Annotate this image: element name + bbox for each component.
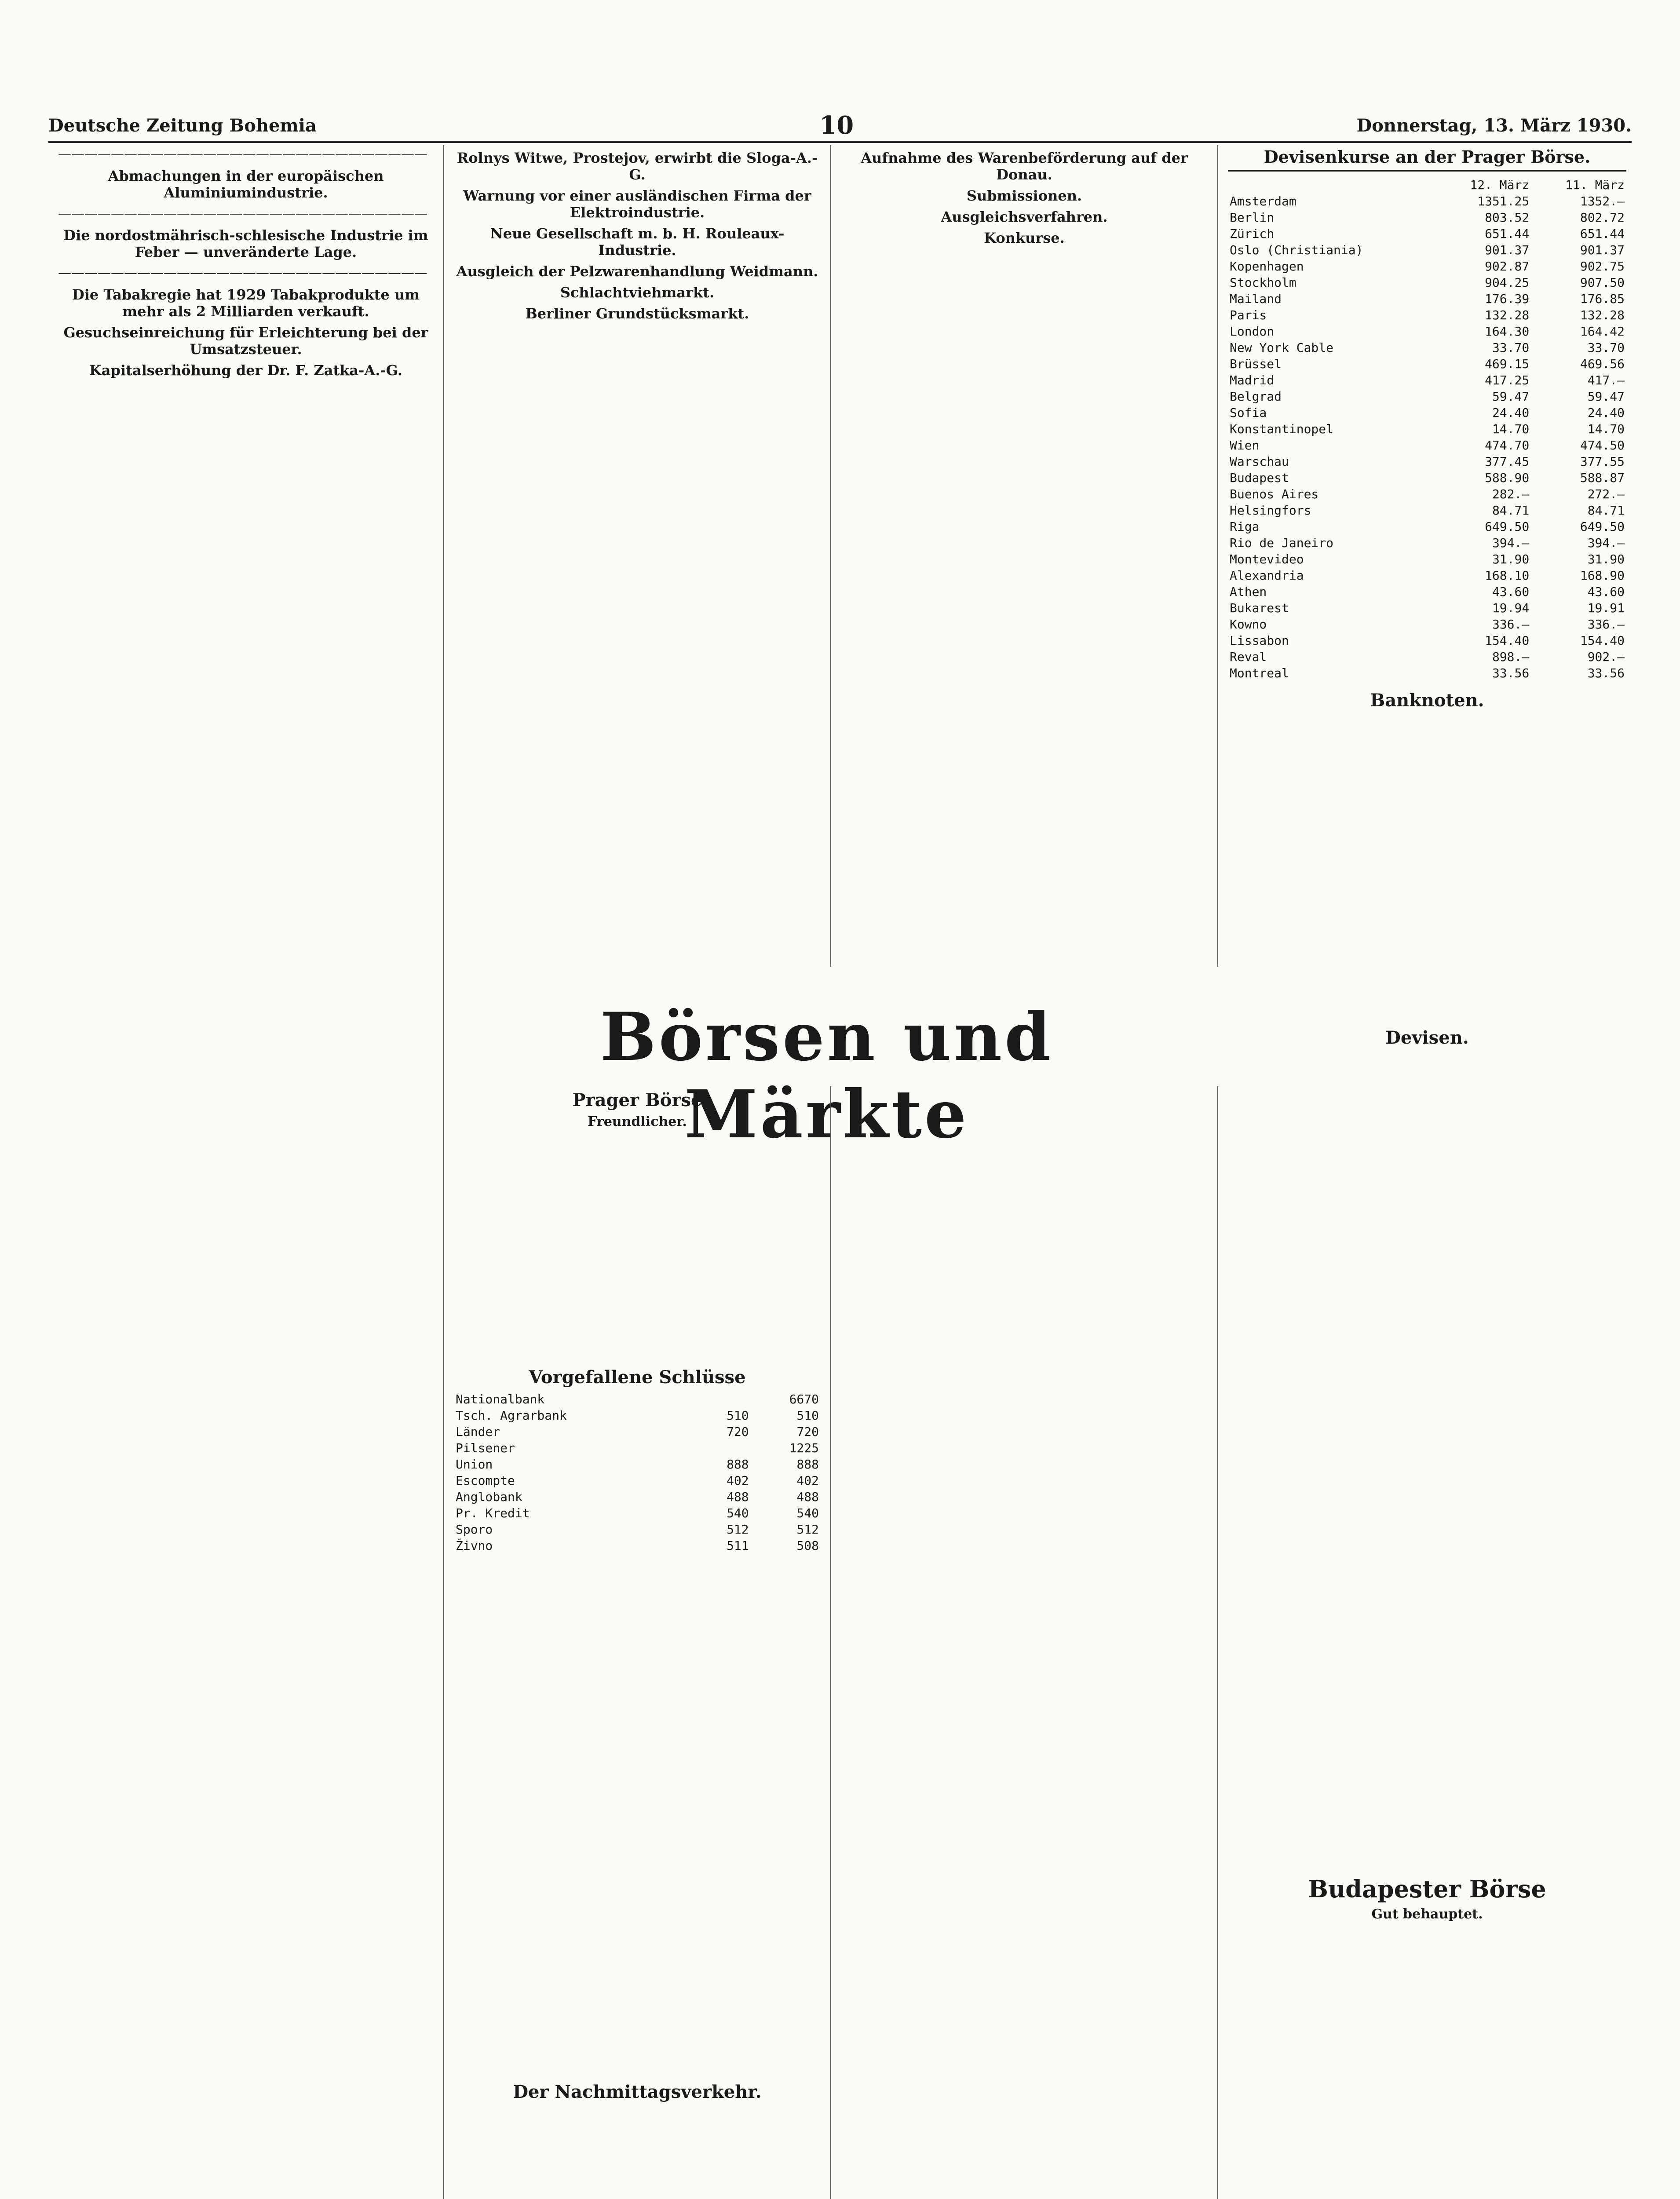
security-name: Nationalbank	[456, 1392, 545, 1406]
devisen-rate: 33.56	[1492, 666, 1530, 680]
devisen-title: Devisenkurse an der Prager Börse.	[1228, 147, 1626, 172]
security-price: 6670	[789, 1392, 819, 1406]
security-price: 540	[727, 1506, 749, 1520]
devisen-rate: 14.70	[1587, 422, 1625, 436]
devisen-rate: 417.—	[1587, 373, 1625, 387]
devisen-row	[1228, 649, 1626, 665]
devisen-row	[1228, 323, 1626, 340]
devisen-rate: 474.50	[1580, 438, 1625, 453]
devisen-rate: 394.—	[1492, 536, 1530, 550]
devisen-place: Wien	[1230, 438, 1260, 453]
column-1: ———————————————————————————— Abmachungen in der europäischen Aluminiumindustrie. ———————————————————————————— Die nordostmährisch-schlesische Industrie im Feber — unveränderte Lage. ———————————————————————————— Die Tabakregie hat 1929 Tabakprodukte um mehr als 2 Milliarden verkauft. Gesuchseinreichung für Erleichterung bei der Umsatzsteuer. Kapitalserhöhung der Dr. F. Zatka-A.-G.	[48, 145, 444, 2199]
devisen-rate: 19.91	[1587, 601, 1625, 615]
section-title: Börsen und Märkte	[600, 998, 1054, 1153]
devisen-rate: 84.71	[1492, 503, 1530, 518]
devisen-rate: 31.90	[1492, 552, 1530, 566]
devisen-row	[1228, 356, 1626, 372]
security-price: 512	[796, 1522, 819, 1537]
devisen-rate: 154.40	[1580, 633, 1625, 648]
article-heading: Warnung vor einer ausländischen Firma der Elektroindustrie.	[463, 187, 811, 221]
article-heading: Submissionen.	[966, 187, 1082, 204]
security-name: Escompte	[456, 1473, 515, 1488]
devisen-place: Paris	[1230, 308, 1267, 322]
devisen-rate: 168.10	[1485, 568, 1530, 583]
article-heading: Rolnys Witwe, Prostejov, erwirbt die Sloga-A.-G.	[457, 150, 818, 183]
budapest-sub: Gut behauptet.	[1371, 1907, 1483, 1922]
devisen-rate: 24.40	[1587, 405, 1625, 420]
devisen-col-head: 11. März	[1565, 178, 1625, 192]
devisen-rate: 168.90	[1580, 568, 1625, 583]
nachmittag-title: Der Nachmittagsverkehr.	[513, 2082, 762, 2102]
devisen-rate: 898.—	[1492, 650, 1530, 664]
column-1-text: ————————————————————————————	[58, 146, 427, 162]
devisen-row	[1228, 274, 1626, 291]
devisen-row	[1228, 616, 1626, 632]
security-price: 888	[796, 1457, 819, 1472]
article-heading: Kapitalserhöhung der Dr. F. Zatka-A.-G.	[89, 362, 402, 379]
security-price: 540	[796, 1506, 819, 1520]
security-name: Länder	[456, 1425, 500, 1439]
devisen-row	[1228, 567, 1626, 584]
prager-boerse-sub: Freundlicher.	[588, 1114, 687, 1129]
devisen-rate: 1351.25	[1477, 194, 1530, 208]
security-price: 1225	[789, 1441, 819, 1455]
devisen-rate: 176.39	[1485, 292, 1530, 306]
devisen-rate: 377.45	[1485, 454, 1530, 469]
article-heading: Ausgleichsverfahren.	[941, 208, 1108, 225]
devisen-rate: 904.25	[1485, 275, 1530, 290]
security-price: 488	[727, 1490, 749, 1504]
schluesse-row	[454, 1456, 821, 1472]
devisen-place: London	[1230, 324, 1275, 339]
devisen-row	[1228, 258, 1626, 274]
devisen-rate: 164.42	[1580, 324, 1625, 339]
devisen-rate: 394.—	[1587, 536, 1625, 550]
devisen-rate: 902.—	[1587, 650, 1625, 664]
security-price: 510	[727, 1408, 749, 1423]
devisen-rate: 19.94	[1492, 601, 1530, 615]
devisen-rate: 469.15	[1485, 357, 1530, 371]
devisen-rate: 802.72	[1580, 210, 1625, 225]
devisen-rate: 901.37	[1580, 243, 1625, 257]
devisen-row	[1228, 372, 1626, 388]
article-heading: Berliner Grundstücksmarkt.	[525, 305, 749, 322]
devisen-row	[1228, 242, 1626, 258]
security-price: 508	[796, 1538, 819, 1553]
issue-date: Donnerstag, 13. März 1930.	[1356, 115, 1632, 136]
devisen-row	[1228, 470, 1626, 486]
devisen-rate: 14.70	[1492, 422, 1530, 436]
security-name: Anglobank	[456, 1490, 522, 1504]
devisen-row	[1228, 307, 1626, 323]
column-3	[831, 145, 1218, 967]
devisen-rate: 43.60	[1492, 584, 1530, 599]
devisen-rate: 164.30	[1485, 324, 1530, 339]
devisen-place: Oslo (Christiania)	[1230, 243, 1363, 257]
devisen-rate: 902.87	[1485, 259, 1530, 274]
security-name: Pilsener	[456, 1441, 515, 1455]
devisen-place: Warschau	[1230, 454, 1289, 469]
devisen-row	[1228, 486, 1626, 502]
article-heading: Gesuchseinreichung für Erleichterung bei der Umsatzsteuer.	[63, 324, 428, 358]
devisen-place: Lissabon	[1230, 633, 1289, 648]
schluesse-title: Vorgefallene Schlüsse	[529, 1367, 746, 1388]
page-header	[48, 110, 1632, 143]
devisen-place: Rio de Janeiro	[1230, 536, 1334, 550]
banknoten-title: Banknoten.	[1370, 690, 1484, 711]
devisen-row	[1228, 519, 1626, 535]
devisen-rate: 59.47	[1587, 389, 1625, 404]
security-name: Pr. Kredit	[456, 1506, 530, 1520]
devisen-place: Zürich	[1230, 226, 1275, 241]
devisen-row	[1228, 632, 1626, 649]
security-price: 720	[796, 1425, 819, 1439]
security-name: Tsch. Agrarbank	[456, 1408, 567, 1423]
devisen-rate: 336.—	[1492, 617, 1530, 632]
devisen-rate: 33.70	[1492, 340, 1530, 355]
devisen-place: Helsingfors	[1230, 503, 1311, 518]
security-price	[696, 1440, 751, 1456]
article-heading: Konkurse.	[984, 230, 1065, 246]
schluesse-row	[454, 1440, 821, 1456]
devisen-row	[1228, 453, 1626, 470]
devisen-rate: 651.44	[1485, 226, 1530, 241]
devisen-row	[1228, 388, 1626, 405]
security-name: Sporo	[456, 1522, 493, 1537]
article-heading: Schlachtviehmarkt.	[560, 284, 715, 301]
devisen-rate: 417.25	[1485, 373, 1530, 387]
devisen-place: Kopenhagen	[1230, 259, 1304, 274]
devisen-place: Riga	[1230, 519, 1260, 534]
devisen-place: Berlin	[1230, 210, 1275, 225]
devisen-rate: 31.90	[1587, 552, 1625, 566]
devisen-place: Athen	[1230, 584, 1267, 599]
devisen-table	[1228, 177, 1626, 681]
devisen-place: Reval	[1230, 650, 1267, 664]
devisen-place: Belgrad	[1230, 389, 1282, 404]
schluesse-table	[454, 1391, 821, 1554]
devisen-place: Buenos Aires	[1230, 487, 1319, 501]
devisen-rate: 176.85	[1580, 292, 1625, 306]
devisen-rate: 84.71	[1587, 503, 1625, 518]
security-name: Živno	[456, 1538, 493, 1553]
article-heading: Abmachungen in der europäischen Aluminiumindustrie.	[108, 168, 384, 201]
devisen-rate: 474.70	[1485, 438, 1530, 453]
article-heading: Neue Gesellschaft m. b. H. Rouleaux-Industrie.	[490, 225, 785, 259]
devisen-rate: 649.50	[1485, 519, 1530, 534]
devisen-rate: 272.—	[1587, 487, 1625, 501]
schluesse-row	[454, 1391, 821, 1407]
markets-column	[831, 1086, 1218, 2199]
devisen-place: Madrid	[1230, 373, 1275, 387]
security-price: 720	[727, 1425, 749, 1439]
devisen-rate: 588.90	[1485, 471, 1530, 485]
column-2	[444, 145, 831, 967]
devisen-place: Bukarest	[1230, 601, 1289, 615]
devisen-rate: 902.75	[1580, 259, 1625, 274]
devisen-place: Sofia	[1230, 405, 1267, 420]
devisen-rate: 33.70	[1587, 340, 1625, 355]
devisen-col-head: 12. März	[1470, 178, 1530, 192]
devisen-row	[1228, 291, 1626, 307]
paper-name: Deutsche Zeitung Bohemia	[48, 115, 317, 136]
devisen-place: Amsterdam	[1230, 194, 1297, 208]
devisen-rate: 651.44	[1580, 226, 1625, 241]
security-price: 510	[796, 1408, 819, 1423]
devisen-place: Mailand	[1230, 292, 1282, 306]
schluesse-row	[454, 1538, 821, 1554]
devisen-row	[1228, 551, 1626, 567]
devisen-rate: 132.28	[1580, 308, 1625, 322]
article-heading: Die nordostmährisch-schlesische Industrie im Feber — unveränderte Lage.	[63, 227, 428, 260]
devisen-place: Stockholm	[1230, 275, 1297, 290]
devisen-rate: 154.40	[1485, 633, 1530, 648]
schluesse-row	[454, 1489, 821, 1505]
security-price: 512	[727, 1522, 749, 1537]
prager-boerse-column	[444, 1086, 831, 2199]
security-name: Union	[456, 1457, 493, 1472]
schluesse-row	[454, 1424, 821, 1440]
page-number: 10	[819, 111, 854, 140]
security-price: 511	[727, 1538, 749, 1553]
schluesse-row	[454, 1505, 821, 1521]
security-price: 488	[796, 1490, 819, 1504]
devisen-title-2: Devisen.	[1385, 1027, 1469, 1048]
security-price: 402	[796, 1473, 819, 1488]
devisen-rate: 336.—	[1587, 617, 1625, 632]
devisen-row	[1228, 421, 1626, 437]
article-heading: Ausgleich der Pelzwarenhandlung Weidmann.	[456, 263, 818, 280]
devisen-place: Montreal	[1230, 666, 1289, 680]
budapest-title: Budapester Börse	[1308, 1875, 1546, 1903]
devisen-row	[1228, 502, 1626, 519]
devisen-row	[1228, 193, 1626, 209]
devisen-rate: 588.87	[1580, 471, 1625, 485]
devisen-rate: 469.56	[1580, 357, 1625, 371]
devisen-place: Kowno	[1230, 617, 1267, 632]
security-price: 402	[727, 1473, 749, 1488]
devisen-row	[1228, 226, 1626, 242]
devisen-row	[1228, 340, 1626, 356]
security-price: 888	[727, 1457, 749, 1472]
devisen-row	[1228, 665, 1626, 681]
devisen-rate: 649.50	[1580, 519, 1625, 534]
devisen-place: New York Cable	[1230, 340, 1334, 355]
devisen-row	[1228, 584, 1626, 600]
schluesse-row	[454, 1472, 821, 1489]
devisen-row	[1228, 209, 1626, 226]
schluesse-row	[454, 1407, 821, 1424]
devisen-rate: 33.56	[1587, 666, 1625, 680]
devisen-place: Budapest	[1230, 471, 1289, 485]
devisen-column	[1218, 145, 1636, 2199]
security-price	[696, 1391, 751, 1407]
devisen-rate: 1352.—	[1580, 194, 1625, 208]
schluesse-row	[454, 1521, 821, 1538]
article-heading: Die Tabakregie hat 1929 Tabakprodukte um mehr als 2 Milliarden verkauft.	[72, 286, 420, 320]
devisen-rate: 24.40	[1492, 405, 1530, 420]
devisen-rate: 132.28	[1485, 308, 1530, 322]
devisen-place: Alexandria	[1230, 568, 1304, 583]
devisen-rate: 901.37	[1485, 243, 1530, 257]
devisen-row	[1228, 405, 1626, 421]
devisen-row	[1228, 437, 1626, 453]
devisen-row	[1228, 600, 1626, 616]
article-heading: Aufnahme des Warenbeförderung auf der Donau.	[861, 150, 1188, 183]
devisen-rate: 282.—	[1492, 487, 1530, 501]
devisen-rate: 803.52	[1485, 210, 1530, 225]
devisen-row	[1228, 535, 1626, 551]
devisen-rate: 43.60	[1587, 584, 1625, 599]
devisen-rate: 59.47	[1492, 389, 1530, 404]
devisen-place: Montevideo	[1230, 552, 1304, 566]
devisen-place: Brüssel	[1230, 357, 1282, 371]
devisen-rate: 907.50	[1580, 275, 1625, 290]
devisen-place: Konstantinopel	[1230, 422, 1334, 436]
devisen-rate: 377.55	[1580, 454, 1625, 469]
prager-boerse-title: Prager Börse	[572, 1090, 702, 1110]
